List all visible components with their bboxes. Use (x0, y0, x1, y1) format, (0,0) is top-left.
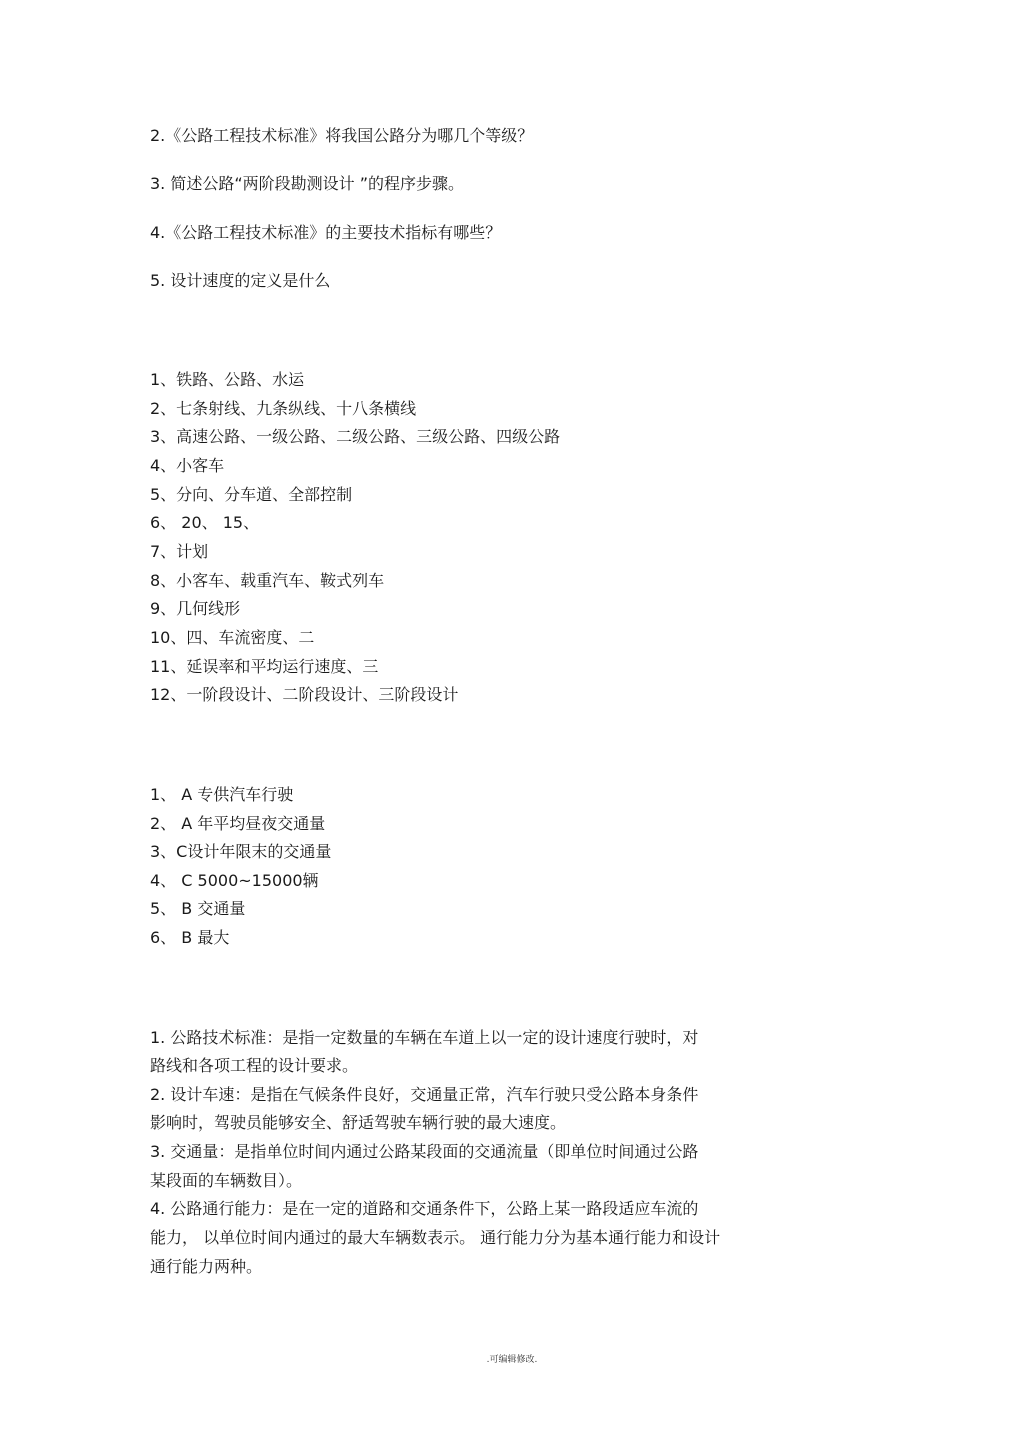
definition-line-4: 影响时，驾驶员能够安全、舒适驾驶车辆行驶的最大速度。 (150, 1113, 567, 1132)
fill-answer-6: 6、 20、 15、 (150, 513, 260, 532)
fill-answer-1: 1、铁路、公路、水运 (150, 370, 305, 389)
definition-line-9: 通行能力两种。 (150, 1257, 263, 1276)
fill-answer-4: 4、小客车 (150, 456, 225, 475)
fill-answer-10: 10、四、车流密度、二 (150, 628, 315, 647)
fill-answer-8: 8、小客车、载重汽车、鞍式列车 (150, 571, 385, 590)
choice-answer-1: 1、 A 专供汽车行驶 (150, 785, 294, 804)
question-5: 5. 设计速度的定义是什么 (150, 271, 331, 290)
choice-answer-3: 3、C设计年限末的交通量 (150, 842, 332, 861)
definition-line-8: 能力， 以单位时间内通过的最大车辆数表示。 通行能力分为基本通行能力和设计 (150, 1228, 721, 1247)
definition-line-6: 某段面的车辆数目）。 (150, 1171, 303, 1190)
page-footer: .可编辑修改. (486, 1355, 538, 1365)
choice-answer-6: 6、 B 最大 (150, 928, 230, 947)
fill-answer-9: 9、几何线形 (150, 599, 241, 618)
fill-answer-11: 11、延误率和平均运行速度、三 (150, 657, 379, 676)
fill-answer-5: 5、分向、分车道、全部控制 (150, 485, 353, 504)
question-4: 4.《公路工程技术标准》的主要技术指标有哪些？ (150, 223, 502, 242)
fill-answer-3: 3、高速公路、一级公路、二级公路、三级公路、四级公路 (150, 427, 561, 446)
choice-answer-4: 4、 C 5000~15000辆 (150, 871, 319, 890)
question-2: 2.《公路工程技术标准》将我国公路分为哪几个等级？ (150, 126, 534, 145)
definition-line-7: 4. 公路通行能力：是在一定的道路和交通条件下，公路上某一路段适应车流的 (150, 1199, 699, 1218)
question-3: 3. 简述公路“两阶段勘测设计 ”的程序步骤。 (150, 174, 465, 193)
choice-answer-2: 2、 A 年平均昼夜交通量 (150, 814, 326, 833)
definition-line-1: 1. 公路技术标准：是指一定数量的车辆在车道上以一定的设计速度行驶时，对 (150, 1028, 699, 1047)
choice-answer-5: 5、 B 交通量 (150, 899, 246, 918)
fill-answer-7: 7、计划 (150, 542, 209, 561)
fill-answer-12: 12、一阶段设计、二阶段设计、三阶段设计 (150, 685, 459, 704)
fill-answer-2: 2、七条射线、九条纵线、十八条横线 (150, 399, 417, 418)
definition-line-2: 路线和各项工程的设计要求。 (150, 1056, 359, 1075)
definition-line-3: 2. 设计车速：是指在气候条件良好，交通量正常，汽车行驶只受公路本身条件 (150, 1085, 699, 1104)
definition-line-5: 3. 交通量：是指单位时间内通过公路某段面的交通流量（即单位时间通过公路 (150, 1142, 699, 1161)
